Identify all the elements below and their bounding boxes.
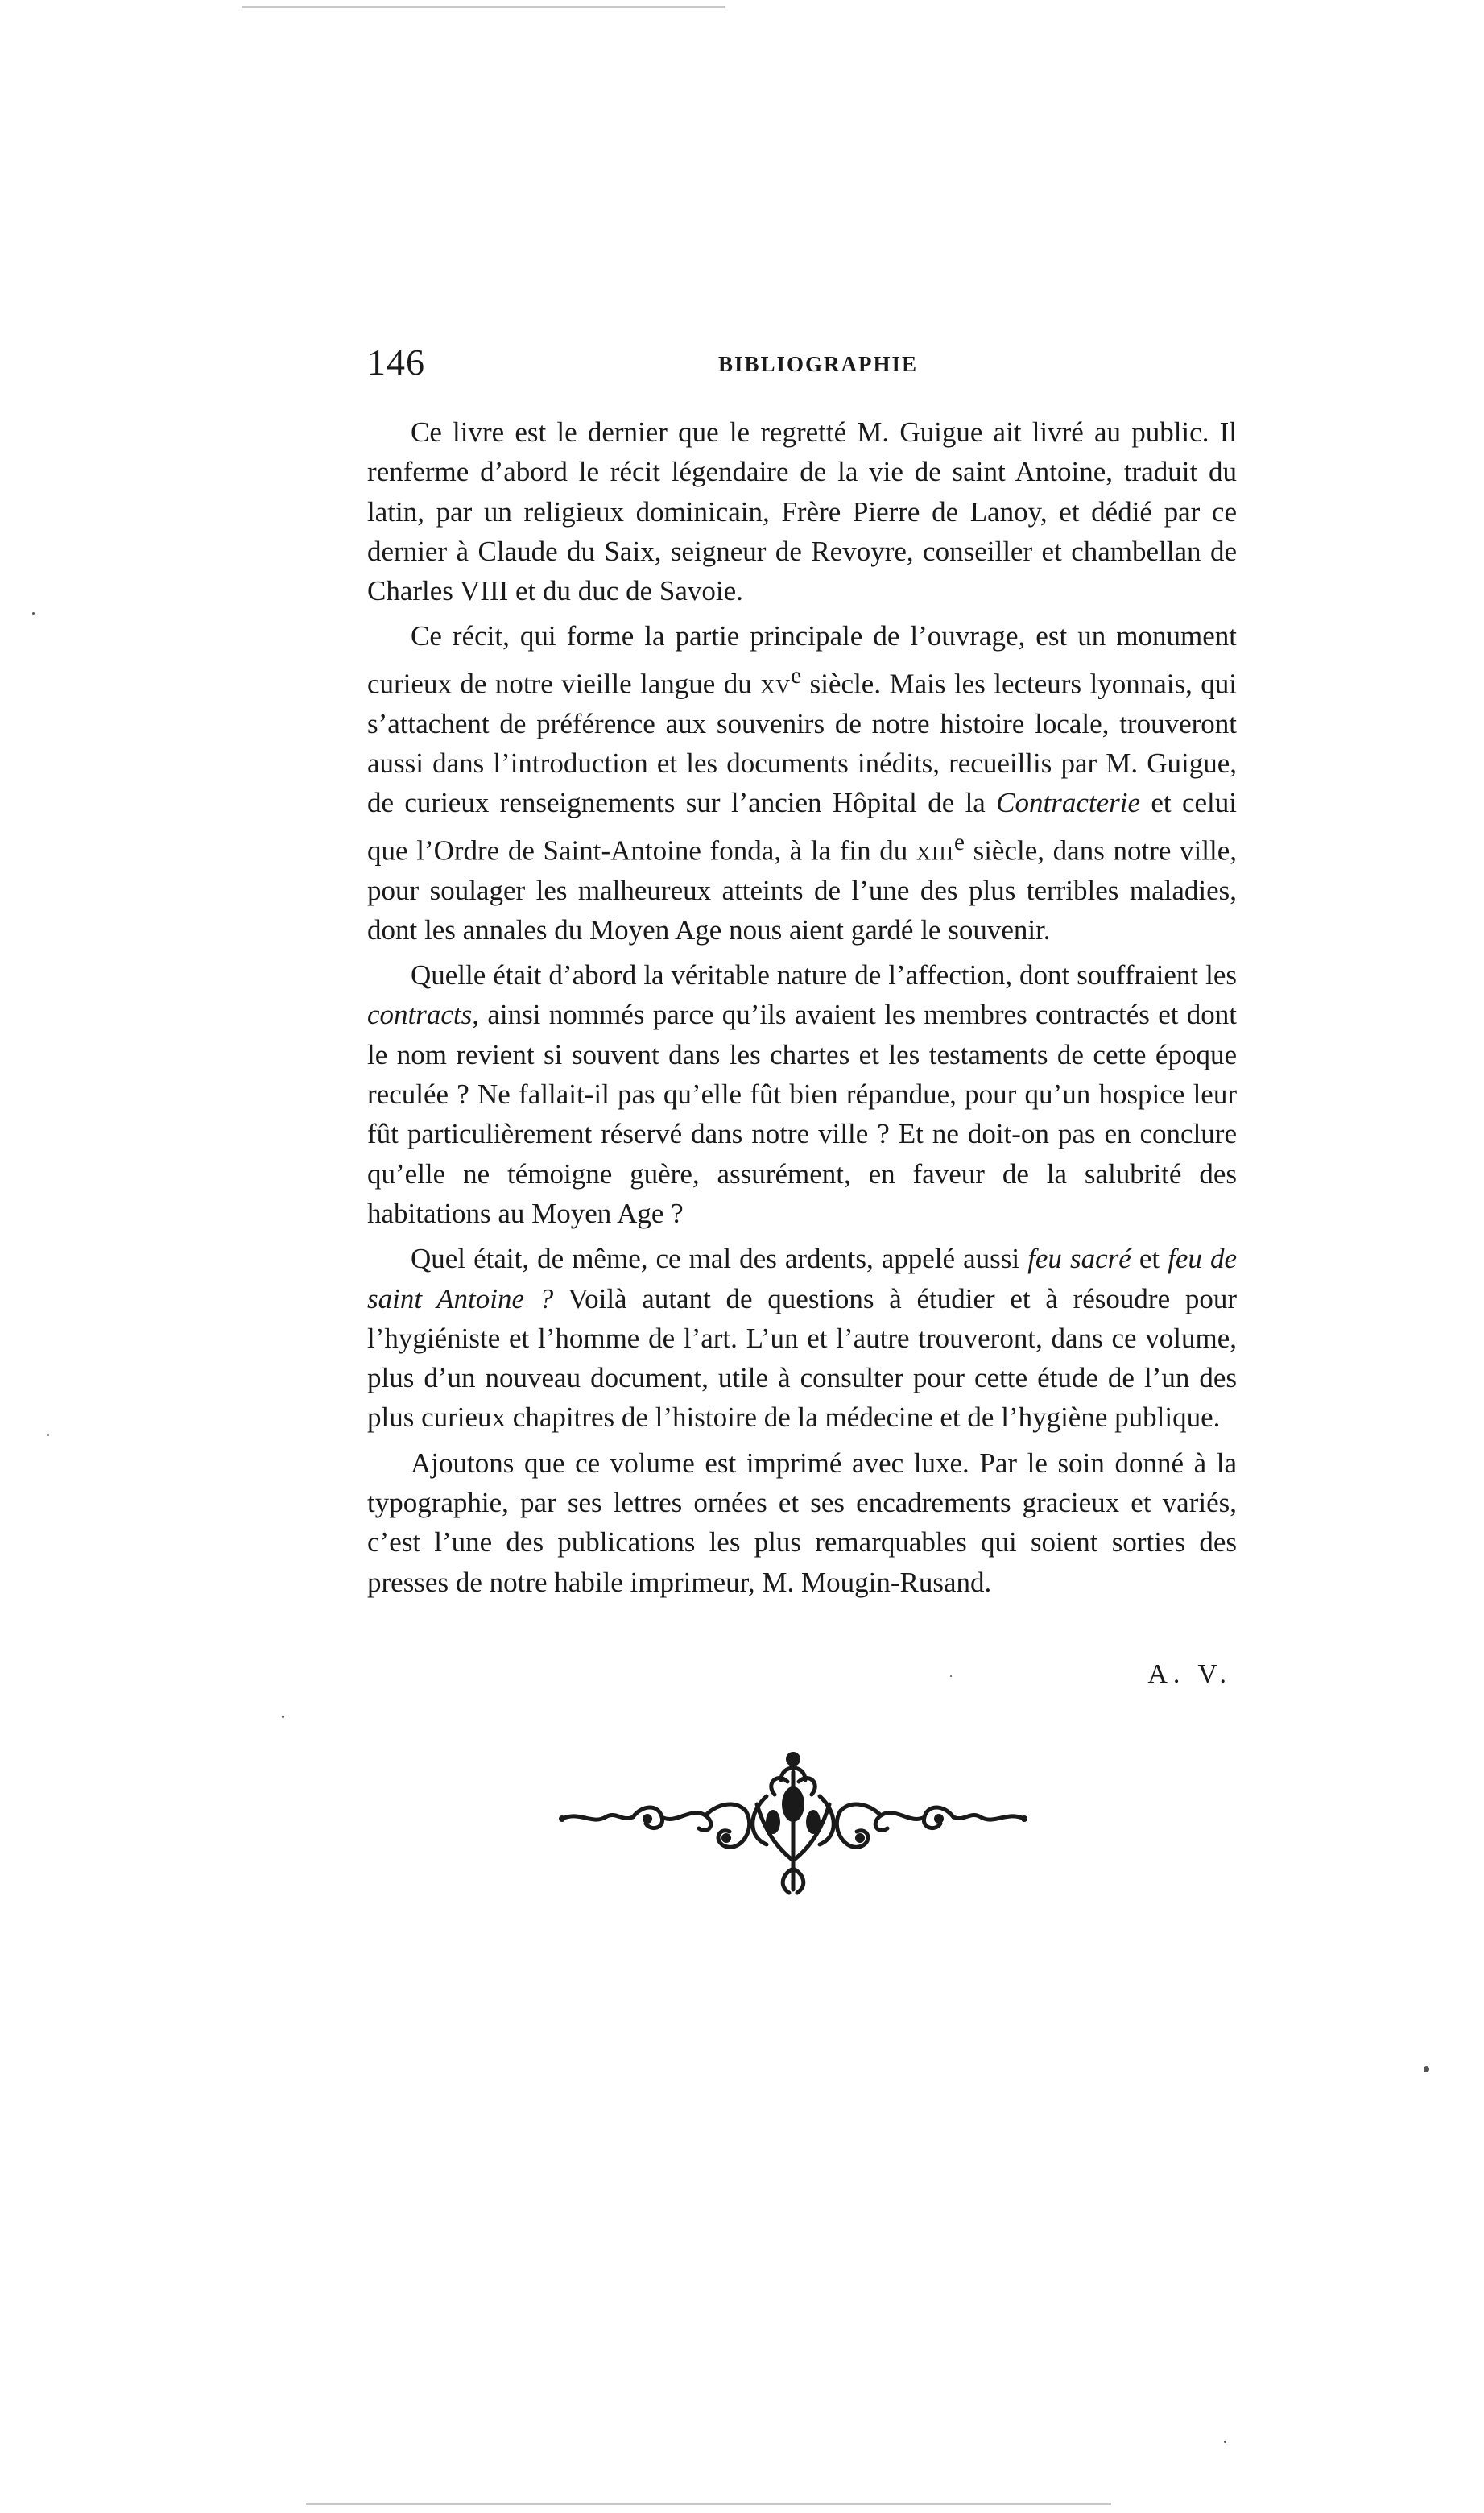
article-body bbox=[367, 412, 1237, 1608]
century-suffix-13: e bbox=[953, 829, 965, 855]
speck bbox=[47, 1434, 49, 1436]
speck bbox=[950, 1675, 952, 1677]
paragraph-3-text-a: Quelle était d’abord la véritable nature de l’affection, dont souffraient les bbox=[411, 959, 1237, 992]
contracts-italic: contracts, bbox=[367, 999, 480, 1031]
bottom-edge-line bbox=[306, 2503, 1111, 2505]
page-number: 146 bbox=[367, 342, 425, 383]
paragraph-2-text-c: et celui que l’Ordre de Saint-Antoine fonda, à la fin du bbox=[367, 787, 1238, 867]
paragraph-4-text-b: et bbox=[1131, 1243, 1168, 1275]
speck bbox=[32, 612, 35, 615]
author-signature: A. V. bbox=[1147, 1659, 1232, 1689]
feu-sacre-italic: feu sacré bbox=[1027, 1243, 1131, 1275]
paragraph-1: Ce livre est le dernier que le regretté M. Guigue ait livré au public. Il renferme d’abord le récit légendaire de la vie de saint Antoine, traduit du latin, par un religieux dominicain, Frère Pierre de Lanoy, et dédié par ce dernier à Claude du Saix, seigneur de Revoyre, conseiller et chambellan de Charles VIII et du duc de Savoie. bbox=[367, 416, 1237, 607]
speck bbox=[282, 1716, 284, 1718]
paragraph-2-text-b: siècle. Mais les lecteurs lyonnais, qui s’attachent de préférence aux souvenirs de notre histoire locale, trouveront aussi dans l’introduction et les documents inédits, recueillis par M. Guigue, de curieux renseignements sur l’ancien Hôpital de la bbox=[367, 668, 1237, 819]
paragraph-3-text-b: ainsi nommés parce qu’ils avaient les membres contractés et dont le nom revient si souvent dans les chartes et les testaments de cette époque reculée ? Ne fallait-il pas qu’elle fût bien répandue, pour qu’un hospice leur fût particulièrement réservé dans notre ville ? Et ne doit-on pas en conclure qu’elle ne témoigne guère, assurément, en faveur de la salubrité des habitations au Moyen Age ? bbox=[367, 999, 1237, 1229]
tailpiece-ornament-icon bbox=[556, 1748, 1031, 1901]
paragraph-2-text-a: Ce récit, qui forme la partie principale de l’ouvrage, est un monument curieux de notre vieille langue du bbox=[367, 620, 1237, 700]
century-numeral-15: xv bbox=[760, 668, 792, 700]
contracterie-italic: Contracterie bbox=[996, 787, 1141, 819]
running-head: BIBLIOGRAPHIE bbox=[717, 352, 919, 376]
page-header bbox=[367, 338, 1269, 395]
paragraph-5: Ajoutons que ce volume est imprimé avec luxe. Par le soin donné à la typographie, par ses lettres ornées et ses encadrements gracieux et variés, c’est l’une des publications les plus remarquables qui soient sorties des presses de notre habile imprimeur, M. Mougin-Rusand. bbox=[367, 1447, 1237, 1598]
century-suffix-15: e bbox=[791, 662, 802, 689]
century-numeral-13: xiii bbox=[916, 834, 954, 867]
speck bbox=[1224, 2441, 1226, 2443]
paragraph-4-text-c: Voilà autant de questions à étudier et à résoudre pour l’hygiéniste et l’homme de l’art. L’un et l’autre trouveront, dans ce volume, plus d’un nouveau document, utile à consulter pour cette étude de l’un des plus curieux chapitres de l’histoire de la médecine et de l’hygiène publique. bbox=[367, 1282, 1237, 1434]
paragraph-2 bbox=[367, 616, 1237, 950]
feu-saint-antoine-italic: feu de saint Antoine ? bbox=[367, 1243, 1237, 1314]
paragraph-2-text-d: siècle, dans notre ville, pour soulager les malheureux atteints de l’une des plus terribles maladies, dont les annales du Moyen Age nous aient gardé le souvenir. bbox=[367, 834, 1238, 946]
paragraph-3 bbox=[367, 955, 1237, 1233]
speck bbox=[1424, 2066, 1429, 2072]
paragraph-4 bbox=[367, 1239, 1237, 1437]
top-edge-line bbox=[242, 6, 725, 8]
paragraph-4-text-a: Quel était, de même, ce mal des ardents, appelé aussi bbox=[411, 1243, 1028, 1275]
